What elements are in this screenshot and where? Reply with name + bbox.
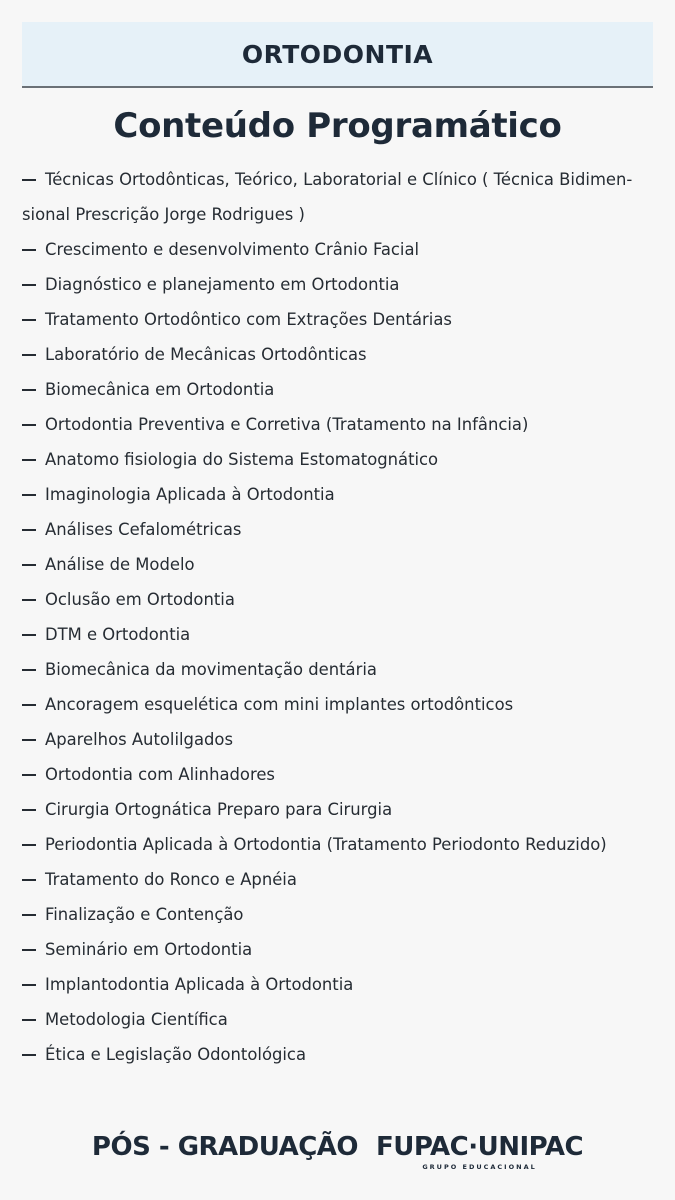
dash-bullet-icon: [22, 862, 36, 897]
list-item-text-continued: sional Prescrição Jorge Rodrigues ): [22, 205, 305, 224]
dash-bullet-icon: [22, 477, 36, 512]
dash-bullet-icon: [22, 372, 36, 407]
dash-bullet-icon: [22, 932, 36, 967]
dash-bullet-icon: [22, 1002, 36, 1037]
list-item: [22, 1002, 657, 1037]
dash-bullet-icon: [22, 757, 36, 792]
dash-bullet-icon: [22, 232, 36, 267]
list-item: [22, 862, 657, 897]
list-item: [22, 757, 657, 792]
list-item-text: Análise de Modelo: [45, 555, 195, 574]
list-item-text: Crescimento e desenvolvimento Crânio Facial: [45, 240, 420, 259]
content-list: [22, 162, 657, 1072]
dash-bullet-icon: [22, 1037, 36, 1072]
footer: [0, 1130, 675, 1178]
list-item-text: Análises Cefalométricas: [45, 520, 242, 539]
list-item-text: Finalização e Contenção: [45, 905, 244, 924]
list-item-text: Técnicas Ortodônticas, Teórico, Laboratorial e Clínico ( Técnica Bidimen-: [45, 170, 633, 189]
list-item: [22, 267, 657, 302]
list-item: [22, 442, 657, 477]
dash-bullet-icon: [22, 547, 36, 582]
list-item: [22, 617, 657, 652]
list-item: [22, 897, 657, 932]
list-item: [22, 722, 657, 757]
dash-bullet-icon: [22, 617, 36, 652]
dash-bullet-icon: [22, 162, 36, 197]
list-item-text: Ortodontia com Alinhadores: [45, 765, 275, 784]
list-item-text: Ética e Legislação Odontológica: [45, 1045, 306, 1064]
dash-bullet-icon: [22, 967, 36, 1002]
list-item: [22, 582, 657, 617]
list-item: [22, 407, 657, 442]
dash-bullet-icon: [22, 652, 36, 687]
list-item-text: DTM e Ortodontia: [45, 625, 191, 644]
program-label: PÓS - GRADUAÇÃO: [91, 1132, 359, 1162]
list-item: [22, 232, 657, 267]
list-item: [22, 687, 657, 722]
header-title: ORTODONTIA: [241, 39, 434, 69]
list-item: [22, 827, 657, 862]
list-item-text: Implantodontia Aplicada à Ortodontia: [45, 975, 354, 994]
list-item-text: Cirurgia Ortognática Preparo para Cirurgia: [45, 800, 393, 819]
list-item: [22, 337, 657, 372]
header-band: [22, 22, 653, 88]
list-item: [22, 792, 657, 827]
dash-bullet-icon: [22, 442, 36, 477]
dash-bullet-icon: [22, 267, 36, 302]
list-item: [22, 932, 657, 967]
dash-bullet-icon: [22, 687, 36, 722]
list-item-text: Ancoragem esquelética com mini implantes ortodônticos: [45, 695, 514, 714]
list-item: [22, 1037, 657, 1072]
list-item-text: Biomecânica em Ortodontia: [45, 380, 275, 399]
list-item-text: Biomecânica da movimentação dentária: [45, 660, 377, 679]
list-item: [22, 967, 657, 1002]
dash-bullet-icon: [22, 722, 36, 757]
list-item-text: Aparelhos Autolilgados: [45, 730, 233, 749]
list-item-text: Laboratório de Mecânicas Ortodônticas: [45, 345, 367, 364]
list-item: [22, 477, 657, 512]
dash-bullet-icon: [22, 827, 36, 862]
list-item: [22, 547, 657, 582]
dash-bullet-icon: [22, 407, 36, 442]
list-item-text: Diagnóstico e planejamento em Ortodontia: [45, 275, 400, 294]
list-item-text: Metodologia Científica: [45, 1010, 228, 1029]
dash-bullet-icon: [22, 792, 36, 827]
list-item: [22, 652, 657, 687]
list-item-text: Seminário em Ortodontia: [45, 940, 253, 959]
brand-logo: [376, 1130, 583, 1171]
list-item: [22, 162, 657, 232]
brand-subtitle: GRUPO EDUCACIONAL: [422, 1163, 537, 1171]
list-item-text: Anatomo fisiologia do Sistema Estomatognático: [45, 450, 439, 469]
list-item: [22, 512, 657, 547]
dash-bullet-icon: [22, 897, 36, 932]
brand-name: FUPAC·UNIPAC: [376, 1132, 584, 1162]
list-item-text: Tratamento do Ronco e Apnéia: [45, 870, 297, 889]
dash-bullet-icon: [22, 337, 36, 372]
list-item-line: [22, 162, 657, 197]
list-item: [22, 302, 657, 337]
list-item-text: Ortodontia Preventiva e Corretiva (Tratamento na Infância): [45, 415, 529, 434]
list-item-text: Imaginologia Aplicada à Ortodontia: [45, 485, 335, 504]
list-item: [22, 372, 657, 407]
section-heading: Conteúdo Programático: [113, 106, 562, 146]
dash-bullet-icon: [22, 582, 36, 617]
dash-bullet-icon: [22, 302, 36, 337]
list-item-text: Periodontia Aplicada à Ortodontia (Tratamento Periodonto Reduzido): [45, 835, 607, 854]
list-item-text: Oclusão em Ortodontia: [45, 590, 235, 609]
list-item-text: Tratamento Ortodôntico com Extrações Dentárias: [45, 310, 452, 329]
dash-bullet-icon: [22, 512, 36, 547]
